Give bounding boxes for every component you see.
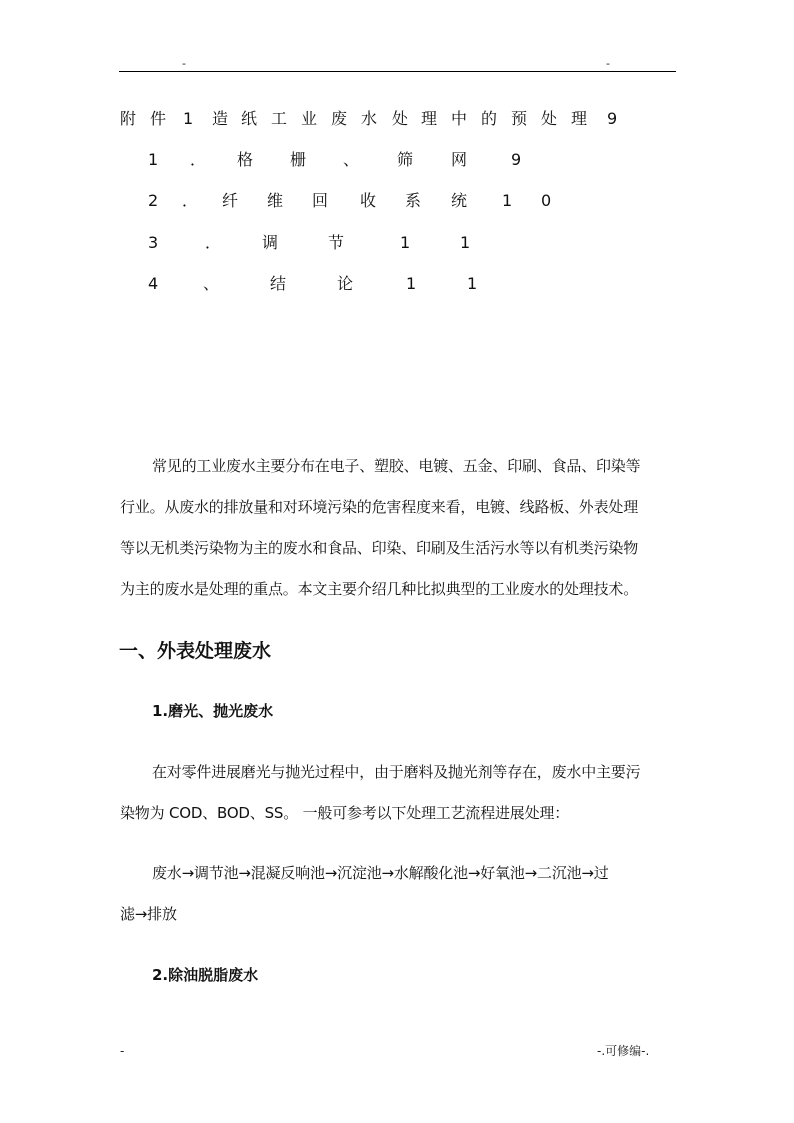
toc-entry-token: 栅 (290, 150, 307, 169)
toc-entry-token: 系 (405, 191, 422, 210)
toc-entry-token: 维 (267, 191, 284, 210)
header-rule (119, 71, 676, 72)
toc-entry-token: 纤 (222, 191, 239, 210)
intro-paragraph (120, 446, 680, 610)
toc-entry-token: 结 (270, 274, 287, 293)
toc-title-char: 件 (150, 109, 167, 128)
toc-title-char: 工 (271, 109, 288, 128)
header-right-mark: - (606, 57, 610, 70)
toc-entry-token: 1 (406, 274, 417, 293)
toc-title-char: 废 (331, 109, 348, 128)
toc-entry-token: 2 (148, 191, 159, 210)
toc-entry-token: 4 (148, 274, 159, 293)
toc-entry-token: 统 (451, 191, 468, 210)
process-flow-line: 废水→调节池→混凝反响池→沉淀池→水解酸化池→好氧池→二沉池→过 (152, 864, 609, 882)
toc-entry-token: 筛 (397, 150, 414, 169)
intro-line: 行业。从废水的排放量和对环境污染的危害程度来看，电镀、线路板、外表处理 (120, 498, 639, 516)
toc-entry-token: 节 (328, 233, 345, 252)
toc-title-char: 水 (361, 109, 378, 128)
toc-entry-token: 调 (262, 233, 279, 252)
toc-entry-token: 1 (400, 233, 411, 252)
toc-entry-token: 论 (337, 274, 354, 293)
process-flow-paragraph (120, 853, 680, 935)
paragraph-line: 染物为 COD、BOD、SS。 一般可参考以下处理工艺流程进展处理： (120, 804, 569, 822)
toc-title-char: 处 (392, 109, 409, 128)
subsection-1-paragraph (120, 752, 680, 834)
toc-entry-token: ． (205, 233, 222, 252)
intro-line: 常见的工业废水主要分布在电子、塑胶、电镀、五金、印刷、食品、印染等 (152, 457, 641, 475)
process-flow-line: 滤→排放 (120, 905, 177, 923)
toc-title-char: 附 (120, 109, 137, 128)
toc-title-char: 预 (511, 109, 528, 128)
toc-title-char: 1 (183, 109, 194, 128)
footer-left-mark: - (120, 1044, 125, 1058)
toc-entry-token: 1 (460, 233, 471, 252)
toc-title-char: 的 (481, 109, 498, 128)
toc-entry-token: 格 (237, 150, 254, 169)
header-left-mark: - (182, 57, 186, 70)
toc-title-char: 理 (571, 109, 588, 128)
toc-entry-token: 收 (360, 191, 377, 210)
toc-title-char: 处 (541, 109, 558, 128)
section-heading: 一、外表处理废水 (119, 640, 272, 662)
toc-entry-token: 0 (541, 191, 552, 210)
toc-entry-token: ． (182, 191, 199, 210)
toc-title-char: 纸 (241, 109, 258, 128)
toc-entry-token: ． (190, 150, 207, 169)
toc-title-char: 中 (451, 109, 468, 128)
intro-line: 等以无机类污染物为主的废水和食品、印染、印刷及生活污水等以有机类污染物 (120, 539, 639, 557)
toc-title-char: 业 (301, 109, 318, 128)
toc-entry-token: 1 (148, 150, 159, 169)
footer-right-text: -.可修编-. (597, 1044, 650, 1058)
toc-entry-token: 、 (343, 150, 360, 169)
toc-entry-token: 、 (203, 274, 220, 293)
toc-entry-token: 1 (502, 191, 513, 210)
subsection-heading-2: 2.除油脱脂废水 (152, 966, 259, 984)
toc-entry-token: 9 (511, 150, 522, 169)
toc-entry-token: 1 (467, 274, 478, 293)
paragraph-line: 在对零件进展磨光与抛光过程中，由于磨料及抛光剂等存在，废水中主要污 (152, 763, 641, 781)
toc-entry-token: 网 (451, 150, 468, 169)
toc-title-char: 9 (607, 109, 618, 128)
subsection-heading-1: 1.磨光、抛光废水 (152, 702, 274, 720)
toc-title-char: 造 (212, 109, 229, 128)
intro-line: 为主的废水是处理的重点。本文主要介绍几种比拟典型的工业废水的处理技术。 (120, 580, 639, 598)
toc-title-char: 理 (421, 109, 438, 128)
toc-entry-token: 回 (312, 191, 329, 210)
toc-entry-token: 3 (148, 233, 159, 252)
